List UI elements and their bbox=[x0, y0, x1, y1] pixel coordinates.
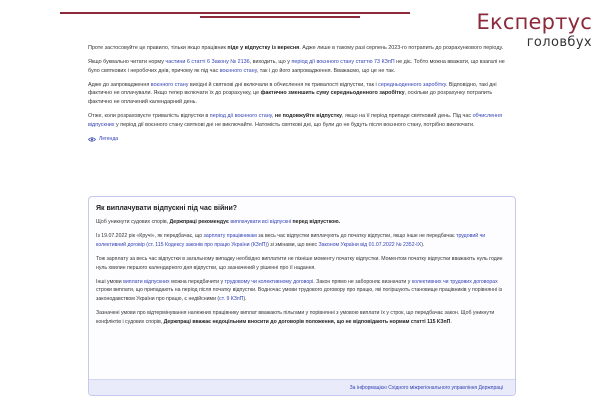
inline-link[interactable]: середньоденного заробітку bbox=[378, 81, 446, 88]
text-run: , якщо на її період припаде святковий день. Під час bbox=[342, 113, 473, 120]
card-footer bbox=[89, 379, 515, 395]
card-paragraph bbox=[95, 278, 509, 303]
text-run: Із 19.07.2022 рік «Кручі», як передбачає, що bbox=[96, 233, 204, 240]
bold-text: піде у відпустку із вересня bbox=[227, 45, 300, 51]
text-run: ). bbox=[243, 295, 247, 302]
inline-link[interactable]: зарплату працівникам bbox=[203, 233, 257, 240]
text-run: , bbox=[271, 113, 275, 120]
text-run: Проте застосовуйте це правило, тільки якщо працівник bbox=[88, 45, 228, 51]
text-run: Якщо буквально читати норму bbox=[88, 59, 166, 66]
inline-link[interactable]: період дії воєнного стану статтю 73 КЗпП bbox=[291, 59, 395, 66]
bold-text: фактично зменшить суму середньоденного заробітку bbox=[260, 90, 405, 97]
article-body bbox=[88, 44, 516, 143]
inline-link[interactable]: воєнного стану bbox=[219, 67, 257, 74]
inline-link[interactable]: трудовому чи колективному договорі bbox=[224, 279, 314, 286]
header-line-short bbox=[200, 16, 360, 18]
logo-subtitle: головбух bbox=[526, 35, 592, 50]
inline-link[interactable]: частини 6 статті 6 Закону № 2136 bbox=[165, 59, 250, 66]
text-run: можна передбачити у bbox=[169, 279, 225, 286]
text-run: , так і до його запровадження. Вважаємо, що це не так. bbox=[256, 67, 396, 74]
bold-text: Держпраці вважає недоцільним вносити до договорів положення, що не відповідають нормам статті 115 КЗпП bbox=[163, 318, 451, 325]
inline-link[interactable]: колективних чи трудових договорах bbox=[411, 279, 498, 286]
text-run: ). bbox=[421, 241, 425, 248]
text-run: . Адже лише в такому разі серпень 2023-го потрапить до розрахункового періоду. bbox=[299, 45, 504, 51]
header-line-long bbox=[60, 12, 410, 14]
text-run: у період дії воєнного стану святкові дні не виключайте. Натомість святкові дні, що були до не будуть після воєнного стану, потрібно виключати. bbox=[114, 121, 475, 128]
info-card bbox=[88, 196, 516, 396]
text-run: вихідні й святкові дні включали в обчислення як тривалості відпустки, так і bbox=[188, 81, 379, 88]
text-run: Адже до запровадження bbox=[88, 81, 151, 88]
article-paragraph bbox=[88, 44, 516, 53]
inline-link[interactable]: виплачувати всі відпускні bbox=[230, 219, 292, 225]
text-run: , виходить, що у bbox=[249, 59, 292, 66]
source-link[interactable] bbox=[88, 135, 516, 144]
inline-link[interactable]: виплати відпускних bbox=[123, 279, 170, 286]
text-run: . Відповідно, такі дні фактично не оплачували. Якщо тепер включати їх до розрахунку, це bbox=[88, 81, 497, 97]
text-run: Інші умови bbox=[96, 279, 124, 286]
text-run: Отже, коли розраховуєте тривалість відпустки в bbox=[88, 113, 210, 120]
card-paragraph bbox=[95, 232, 509, 249]
bold-text: Держпраці рекомендує bbox=[169, 219, 231, 225]
inline-link[interactable]: період дії воєнного стану bbox=[209, 113, 272, 120]
inline-link[interactable]: Законом України від 01.07.2022 № 2352-IX bbox=[318, 241, 422, 248]
bold-text: не подовжуйте відпустку bbox=[274, 113, 342, 120]
article-paragraph bbox=[88, 81, 516, 107]
card-title: Як виплачувати відпускні під час війни? bbox=[96, 205, 238, 212]
eye-icon bbox=[88, 137, 96, 142]
card-paragraph bbox=[95, 309, 509, 326]
logo-title: Експертус bbox=[476, 10, 592, 34]
inline-link[interactable]: трудовий чи колективний договір (ст. 115 Кодексу законів про працю України (КЗпП) bbox=[96, 233, 486, 248]
card-paragraph bbox=[95, 218, 509, 226]
text-run: Тож зарплату за весь час відпустки в загальному випадку необхідно виплатити не пізніше моменту початку відпустки. Моментом початку відпустки вважають нуль годин нуль хвилин першого календарного дня відпустки, що зазначений у рішенні про її надання. bbox=[96, 256, 503, 271]
bold-text: перед відпусткою. bbox=[291, 219, 341, 225]
text-run: , оскільки до розрахунку потрапить фактично не оплачений календарний день. bbox=[88, 90, 493, 105]
text-run: Зазначені умови про відтермінування належних працівнику виплат вважають пільгами у порівнянні з умовою виплати їх у строк, що передбачає закон. Щоб уникнути конфліктів і судових спорів, bbox=[96, 310, 495, 325]
text-run: Щоб уникнути судових спорів, bbox=[96, 219, 170, 225]
card-footer-source-link[interactable]: За інформацією Східного міжрегіонального управління Держпраці bbox=[349, 384, 503, 391]
text-run: . Закон прямо не забороняє визначати у bbox=[313, 279, 412, 286]
text-run: за весь час відпустки виплачують до початку відпустки, якщо інше не передбачає bbox=[256, 233, 457, 240]
article-paragraph bbox=[88, 58, 516, 75]
text-run: . bbox=[450, 318, 452, 325]
text-run: не діє. Тобто можна вважати, що взагалі не було святкових і неробочих днів, причому як під час bbox=[88, 59, 505, 74]
text-run: строки виплати, що припадають на період після початку відпустки. Водночас умови трудового договору про працю, які погіршують становище працівників у порівнянні із законодавством України про працю, є недійсними ( bbox=[96, 287, 503, 302]
inline-link[interactable]: обчислення відпускних bbox=[88, 113, 503, 128]
article-paragraph bbox=[88, 112, 516, 129]
card-paragraph bbox=[95, 255, 509, 272]
inline-link[interactable]: ст. 9 КЗпП bbox=[219, 295, 244, 302]
source-link-label: Легенда bbox=[99, 135, 119, 142]
inline-link[interactable]: воєнного стану bbox=[150, 81, 189, 88]
text-run: ) зі змінами, що внес bbox=[267, 241, 319, 248]
